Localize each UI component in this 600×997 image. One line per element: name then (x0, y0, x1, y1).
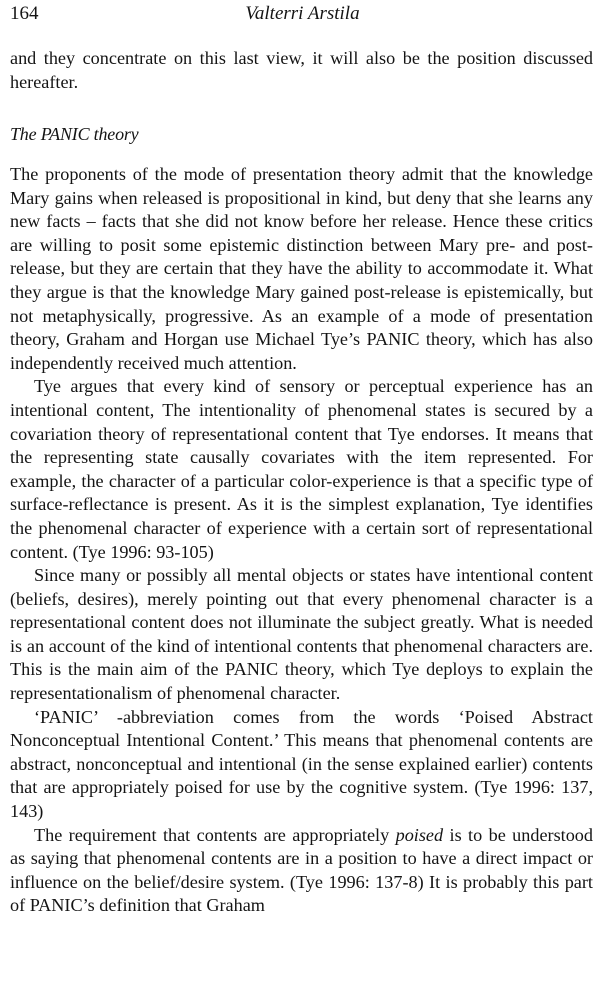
paragraph-5-start: The requirement that contents are appropriately (34, 824, 396, 845)
emphasized-word: poised (395, 824, 444, 845)
running-title: Valterri Arstila (245, 3, 360, 24)
intro-paragraph-block (10, 47, 593, 94)
main-text (10, 163, 593, 918)
paragraph-2: Tye argues that every kind of sensory or perceptual experience has an intentional content, The intentionality of phenomenal states is secured by a covariation theory of representational content that Tye endorses. It means that the representing state causally covariates with the item represented. For example, the character of a particular color-experience is that a specific type of surface-reflectance is present. As it is the simplest explanation, Tye identifies the phenomenal character of experience with a certain sort of representational content. (Tye 1996: 93-105) (10, 376, 593, 562)
intro-paragraph: and they concentrate on this last view, it will also be the position discussed hereafter. (10, 48, 593, 92)
paragraph-4: ‘PANIC’ -abbreviation comes from the words ‘Poised Abstract Nonconceptual Intentional Content.’ This means that phenomenal contents are abstract, nonconceptual and intentional (in the sense explained earlier) contents that are appropriately poised for use by the cognitive system. (Tye 1996: 137, 143) (10, 706, 593, 822)
page-number: 164 (10, 3, 39, 24)
paragraph-1: The proponents of the mode of presentation theory admit that the knowledge Mary gains when released is propositional in kind, but deny that she learns any new facts – facts that she did not know before her release. Hence these critics are willing to posit some epistemic distinction between Mary pre- and post-release, but they are certain that they have the ability to accommodate it. What they argue is that the knowledge Mary gained post-release is epistemically, but not metaphysically, progressive. As an example of a mode of presentation theory, Graham and Horgan use Michael Tye’s PANIC theory, which has also independently received much attention. (10, 164, 593, 373)
paragraph-5 (10, 824, 593, 918)
section-heading: The PANIC theory (10, 124, 139, 144)
running-head (10, 2, 595, 26)
paragraph-5-end: is to be understood as saying that phenomenal contents are in a position to have a direct impact or influence on the belief/desire system. (Tye 1996: 137-8) It is probably this part of PANIC’s definition that Graham (10, 824, 593, 916)
paragraph-3: Since many or possibly all mental objects or states have intentional content (beliefs, desires), merely pointing out that every phenomenal character is a representational content does not illuminate the subject greatly. What is needed is an account of the kind of intentional contents that phenomenal characters are. This is the main aim of the PANIC theory, which Tye deploys to explain the representationalism of phenomenal character. (10, 565, 593, 704)
